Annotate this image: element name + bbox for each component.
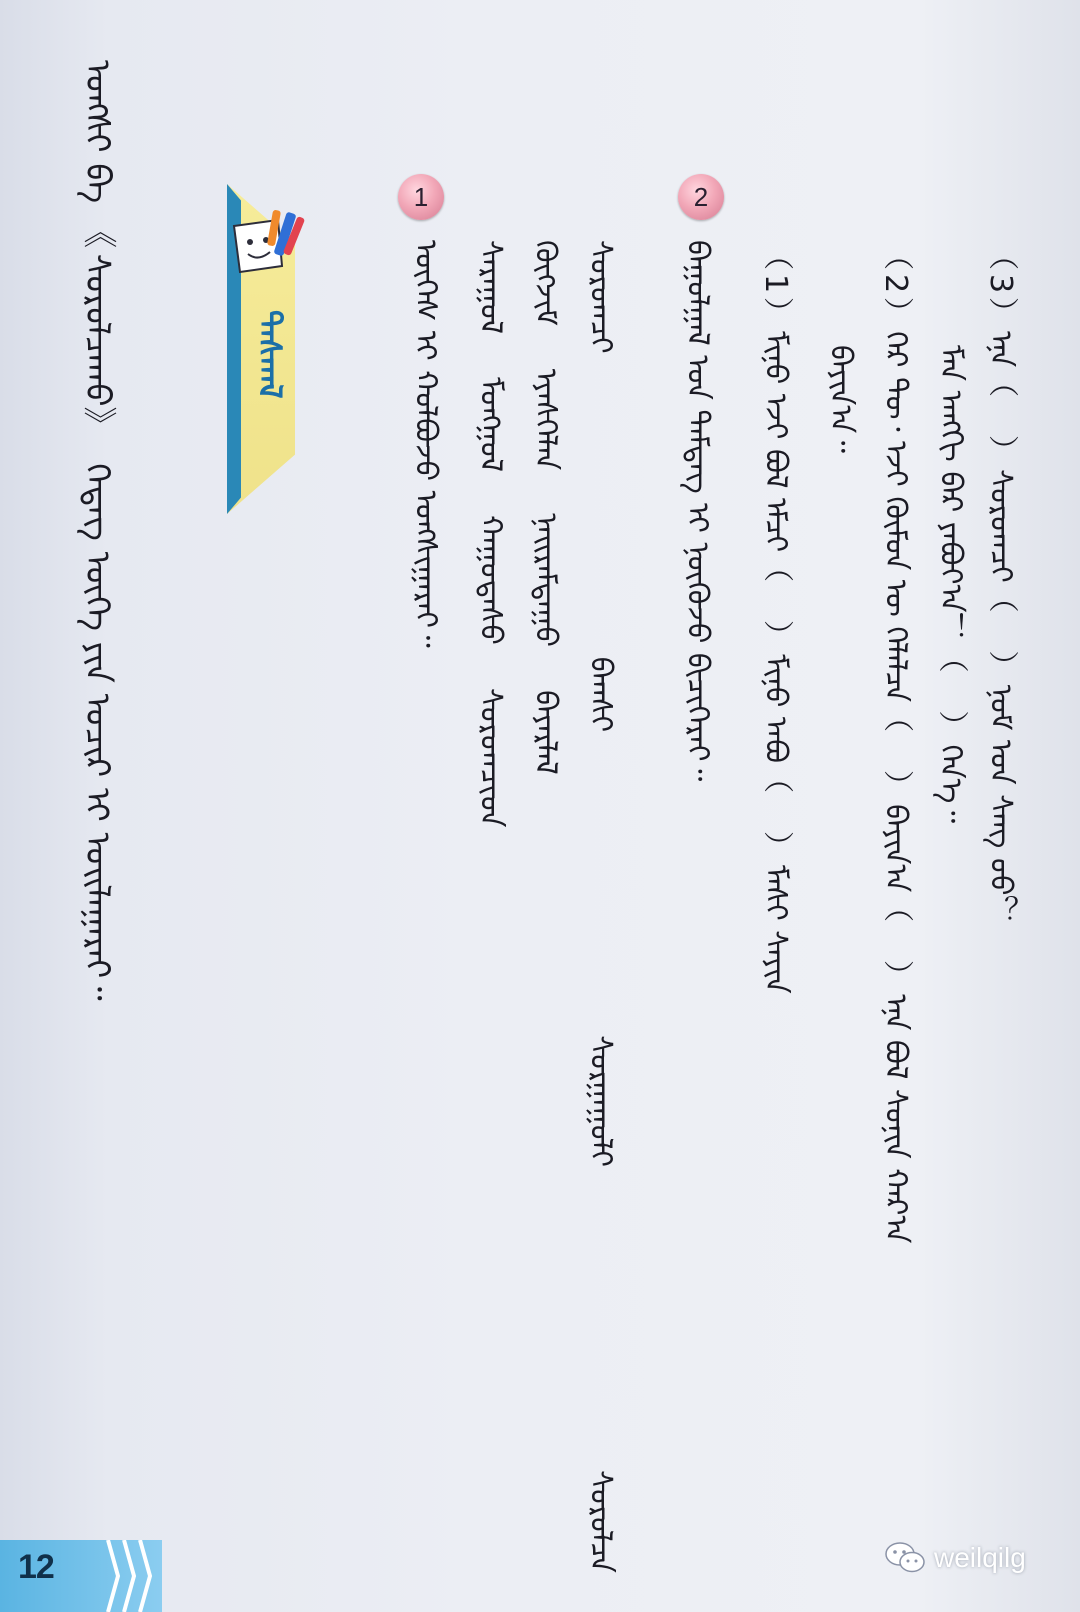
exercise-3-continuation: ᠮᠠᠨ ᠠᠩᠭᠢ ᠪᠡᠷ ᠶᠠᠪᠤᠶ᠎ᠠ！（ ）ᠭᠡᠨ᠎ᠡ᠃: [933, 345, 968, 824]
word-3-3: ᠬᠠᠭᠤᠳᠠᠰᠤ: [473, 515, 508, 645]
exercise-2-line: （2）ᠭᠡᠷ ᠲᠦ᠂ ᠡᠵᠢ ᠬᠦᠮᠦᠨ ᠦ ᠬᠡᠯᠡᠯᠴᠡ（ ）ᠪᠠᠶᠢᠨ᠎ᠠ（ ）ᠡᠨᠡ ᠪᠣᠯ ᠰᠣᠨᠢᠨ ᠬᠠᠷ᠎ᠠ: [878, 240, 913, 1244]
exercise-2-continuation: ᠪᠠᠶᠢᠨ᠎ᠠ᠃: [823, 345, 858, 453]
page-number: 12: [18, 1548, 54, 1586]
task-1-prompt: ᠦᠭᠡᠰ ᠢ ᠬᠣᠯᠪᠣᠵᠤ ᠤᠩᠰᠢᠭᠠᠷᠠᠢ᠃: [408, 240, 443, 648]
word-1-4: ᠰᠤᠷᠤᠯᠴᠠ: [583, 1470, 618, 1573]
page-tab-stripes: [104, 1540, 164, 1612]
word-3-4: ᠰᠤᠷᠤᠭᠴᠢᠳ: [473, 687, 508, 828]
watermark: [884, 1540, 1026, 1576]
bottom-instruction: ᠤᠩᠰᠢ ᠪᠠ 《ᠰᠤᠷᠤᠯᠴᠠᠬᠤ》 ᠭᠡᠳᠡᠭ ᠦᠭᠡ ᠶᠢᠨ ᠤᠴᠢᠷ ᠢ ᠣᠢᠯᠠᠭᠠᠷᠠᠢ᠃: [77, 60, 117, 1001]
exercise-1-line: （1）ᠮᠢᠨᠦ ᠡᠵᠢ ᠪᠣᠯ ᠡᠮᠴᠢ（ ）ᠮᠢᠨᠦ ᠠᠪᠤ（ ）ᠮᠠᠰᠢ ᠰᠠᠶᠢᠨ: [758, 240, 793, 994]
section-banner-title: ᠳᠠᠰᠬᠠᠯ: [251, 310, 289, 399]
task-1-number: 1: [413, 181, 429, 212]
word-1-2: ᠪᠠᠭᠰᠢ: [583, 656, 618, 733]
word-2-2: ᠡᠶᠡᠰᠬᠡᠯᠡᠨ: [528, 368, 563, 471]
word-2-4: ᠪᠠᠶᠠᠷᠯᠠᠯ: [528, 690, 563, 775]
word-2-1: ᠬᠥᠭᠵᠢᠮ: [528, 240, 563, 326]
word-1-1: ᠰᠤᠷᠤᠭᠴᠢ: [583, 240, 618, 354]
exercise-3-line: （3）ᠡᠨᠡ（ ）ᠰᠤᠷᠤᠭᠴᠢ（ ）ᠨᠣᠮ ᠤᠨ ᠰᠠᠩ ᠤᠤ？: [983, 240, 1018, 926]
task-2-badge: [678, 174, 724, 220]
word-row-1: [583, 240, 618, 1573]
word-3-1: ᠰᠠᠷᠠᠭᠤᠯ: [473, 240, 508, 335]
task-2-prompt: ᠪᠠᠭᠤᠯᠭᠠᠯ ᠤᠨ ᠲᠡᠮᠳᠡᠭ ᠢ ᠨᠥᠬᠦᠵᠦ ᠪᠢᠴᠢᠭᠡᠷᠡᠢ᠃: [680, 240, 715, 782]
word-row-3: [473, 240, 508, 828]
watermark-text: weilqilg: [934, 1542, 1026, 1573]
task-1-badge: [398, 174, 444, 220]
wechat-icon: [884, 1540, 926, 1576]
task-2-number: 2: [693, 181, 709, 212]
page-mascot-icon: [226, 206, 306, 286]
word-1-3: ᠰᠤᠷᠭᠠᠭᠤᠯᠢ: [583, 1035, 618, 1167]
word-row-2: [528, 240, 563, 775]
word-2-3: ᠨᠠᠢᠷᠠᠮᠳᠠᠭᠤ: [528, 513, 563, 647]
word-3-2: ᠮᠣᠩᠭᠣᠯ: [473, 377, 508, 473]
